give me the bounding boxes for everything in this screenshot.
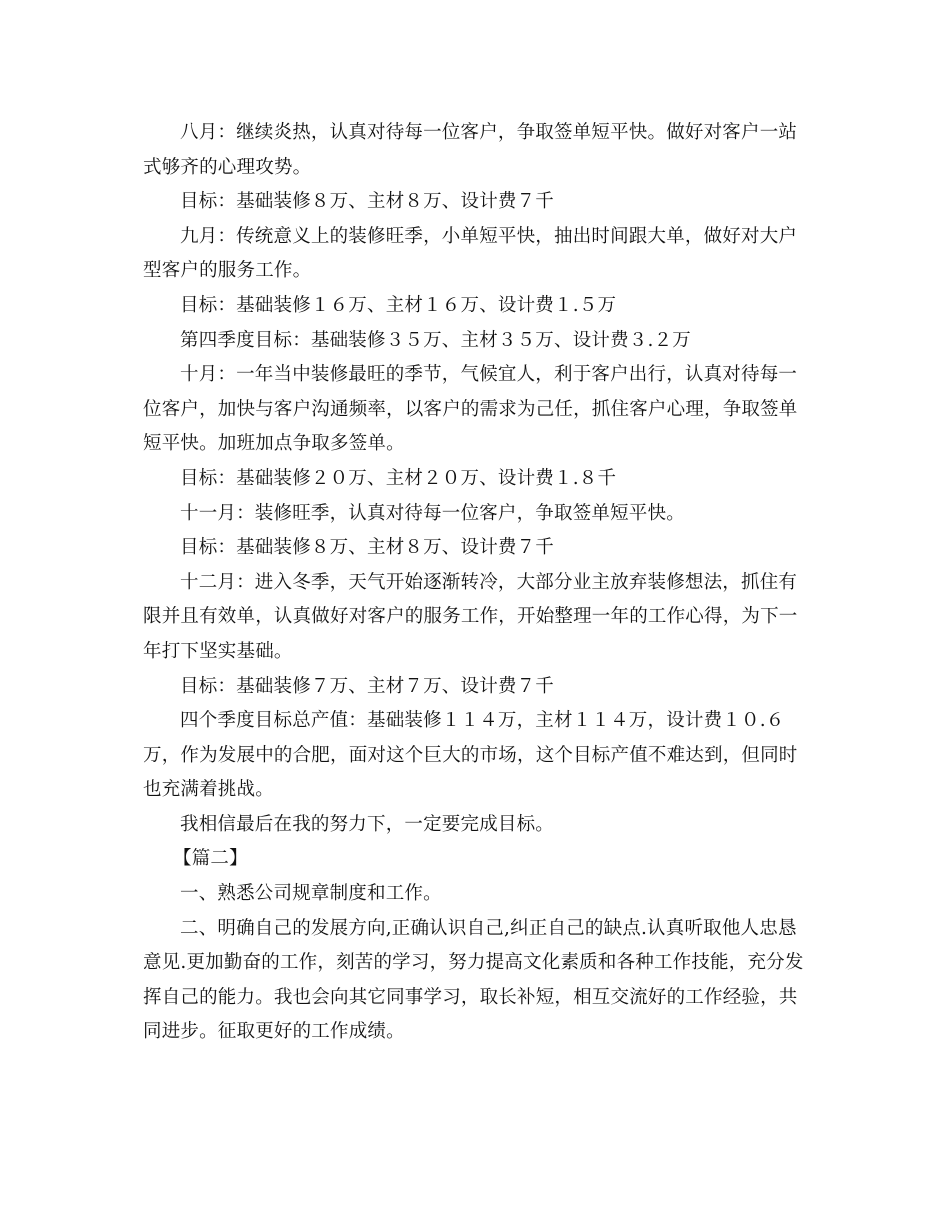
paragraph-august: 八月：继续炎热，认真对待每一位客户，争取签单短平快。做好对客户一站式够齐的心理攻势。 [143,122,798,178]
paragraph-october: 十月：一年当中装修最旺的季节，气候宜人，利于客户出行，认真对待每一位客户，加快与客户沟通频率，以客户的需求为己任，抓住客户心理，争取签单短平快。加班加点争取多签单。 [143,364,798,455]
paragraph-september-target: 目标：基础装修１６万、主材１６万、设计费１.５万 [180,294,617,316]
paragraph-item-two: 二、明确自己的发展方向,正确认识自己,纠正自己的缺点.认真听取他人忠恳意见.更加勤奋的工作，刻苦的学习，努力提高文化素质和各种工作技能，充分发挥自己的能力。我也会向其它同事学习，取长补短，相互交流好的工作经验，共同进步。征取更好的工作成绩。 [143,917,804,1043]
paragraph-item-one: 一、熟悉公司规章制度和工作。 [180,883,442,905]
paragraph-q4-target: 第四季度目标：基础装修３５万、主材３５万、设计费３.２万 [180,329,691,351]
paragraph-november: 十一月：装修旺季，认真对待每一位客户，争取签单短平快。 [180,502,685,524]
document-body [143,116,813,1050]
paragraph-august-target: 目标：基础装修８万、主材８万、设计费７千 [180,191,555,213]
paragraph-closing: 我相信最后在我的努力下，一定要完成目标。 [180,813,555,835]
paragraph-september: 九月：传统意义上的装修旺季，小单短平快，抽出时间跟大单，做好对大户型客户的服务工作。 [143,225,798,282]
paragraph-december-target: 目标：基础装修７万、主材７万、设计费７千 [180,675,555,697]
paragraph-november-target: 目标：基础装修８万、主材８万、设计费７千 [180,537,555,559]
paragraph-december: 十二月：进入冬季，天气开始逐渐转冷，大部分业主放弃装修想法，抓住有限并且有效单，认真做好对客户的服务工作，开始整理一年的工作心得，为下一年打下坚实基础。 [143,571,798,662]
paragraph-october-target: 目标：基础装修２０万、主材２０万、设计费１.８千 [180,467,617,489]
paragraph-annual-total: 四个季度目标总产值：基础装修１１４万，主材１１４万，设计费１０.６万，作为发展中的合肥，面对这个巨大的市场，这个目标产值不难达到，但同时也充满着挑战。 [143,710,798,801]
section-heading-part-two: 【篇二】 [173,848,248,870]
